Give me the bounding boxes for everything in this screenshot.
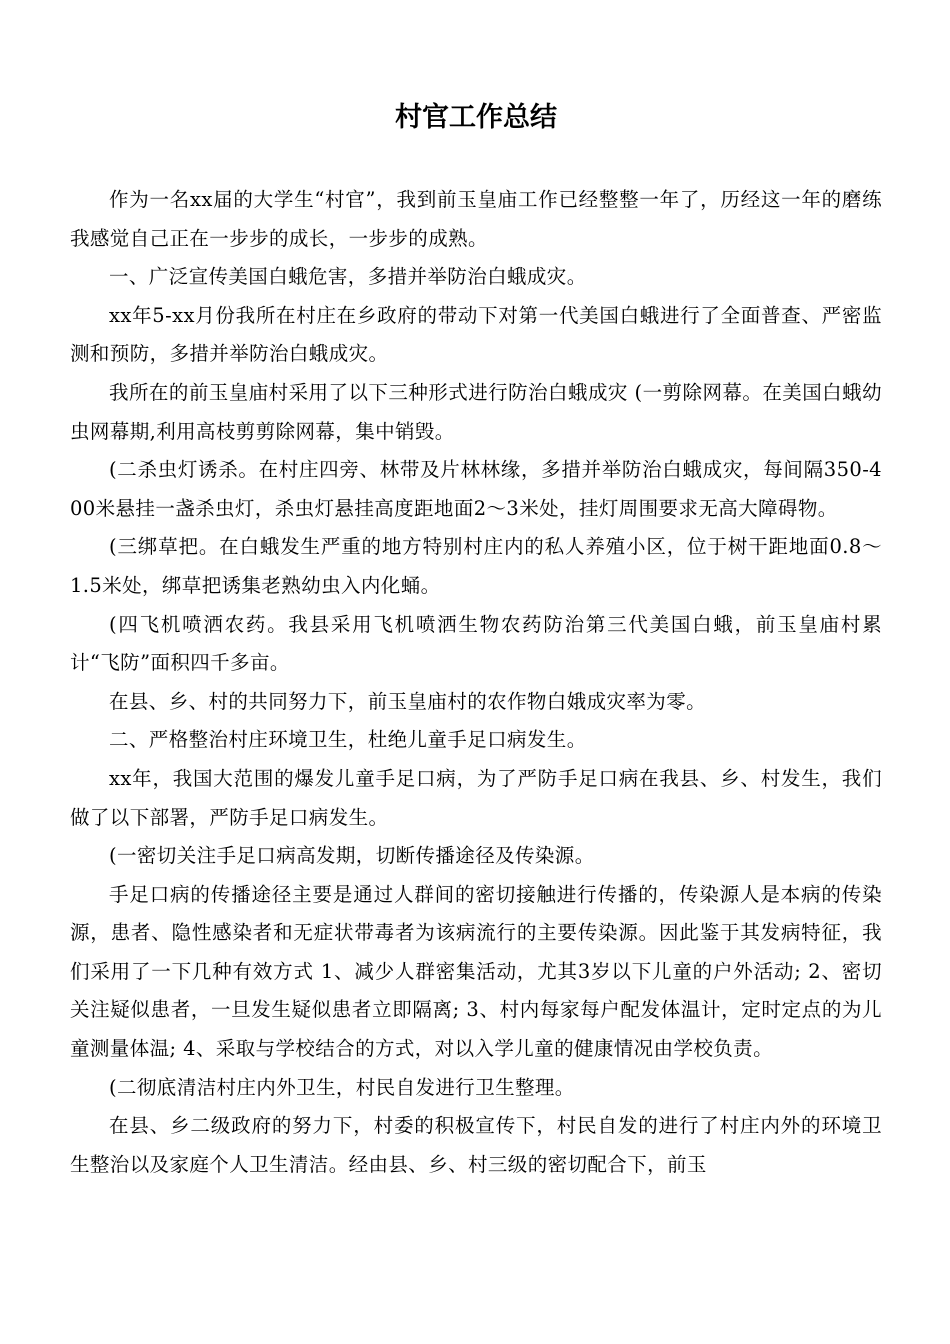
paragraph: (二杀虫灯诱杀。在村庄四旁、林带及片林林缘，多措并举防治白蛾成灾，每间隔350-400米悬挂一盏杀虫灯，杀虫灯悬挂高度距地面2～3米处，挂灯周围要求无高大障碍物。 (70, 458, 882, 520)
paragraph: (一密切关注手足口病高发期，切断传播途径及传染源。 (109, 844, 595, 868)
paragraph: 手足口病的传播途径主要是通过人群间的密切接触进行传播的，传染源人是本病的传染源，患者、隐性感染者和无症状带毒者为该病流行的主要传染源。因此鉴于其发病特征，我们采用了一下几种有效方式 1、减少人群密集活动，尤其3岁以下儿童的户外活动; 2、密切关注疑似患者，一旦发生疑似患者立即隔离; 3、村内每家每户配发体温计，定时定点的为儿童测量体温; 4、采取与学校结合的方式，对以入学儿童的健康情况由学校负责。 (70, 882, 882, 1061)
paragraph: (四飞机喷洒农药。我县采用飞机喷洒生物农药防治第三代美国白蛾，前玉皇庙村累计“飞防”面积四千多亩。 (70, 612, 882, 675)
paragraph: 在县、乡、村的共同努力下，前玉皇庙村的农作物白娥成灾率为零。 (109, 689, 707, 713)
section-heading: 一、广泛宣传美国白蛾危害，多措并举防治白蛾成灾。 (109, 265, 587, 289)
section-heading: 二、严格整治村庄环境卫生，杜绝儿童手足口病发生。 (109, 728, 587, 752)
document-body (70, 181, 882, 1184)
document-title: 村官工作总结 (395, 102, 557, 133)
paragraph: (二彻底清洁村庄内外卫生，村民自发进行卫生整理。 (109, 1075, 575, 1099)
paragraph: (三绑草把。在白蛾发生严重的地方特别村庄内的私人养殖小区，位于树干距地面0.8～1.5米处，绑草把诱集老熟幼虫入内化蛹。 (70, 535, 882, 597)
paragraph: xx年5-xx月份我所在村庄在乡政府的带动下对第一代美国白蛾进行了全面普查、严密监测和预防，多措并举防治白蛾成灾。 (70, 303, 882, 366)
paragraph: 作为一名xx届的大学生“村官”，我到前玉皇庙工作已经整整一年了，历经这一年的磨练我感觉自己正在一步步的成长，一步步的成熟。 (70, 188, 882, 250)
paragraph: xx年，我国大范围的爆发儿童手足口病，为了严防手足口病在我县、乡、村发生，我们做了以下部署，严防手足口病发生。 (70, 766, 882, 829)
paragraph: 我所在的前玉皇庙村采用了以下三种形式进行防治白蛾成灾 (一剪除网幕。在美国白蛾幼虫网幕期,利用高枝剪剪除网幕，集中销毁。 (70, 380, 882, 443)
paragraph: 在县、乡二级政府的努力下，村委的积极宣传下，村民自发的进行了村庄内外的环境卫生整治以及家庭个人卫生清洁。经由县、乡、村三级的密切配合下，前玉 (70, 1114, 882, 1176)
